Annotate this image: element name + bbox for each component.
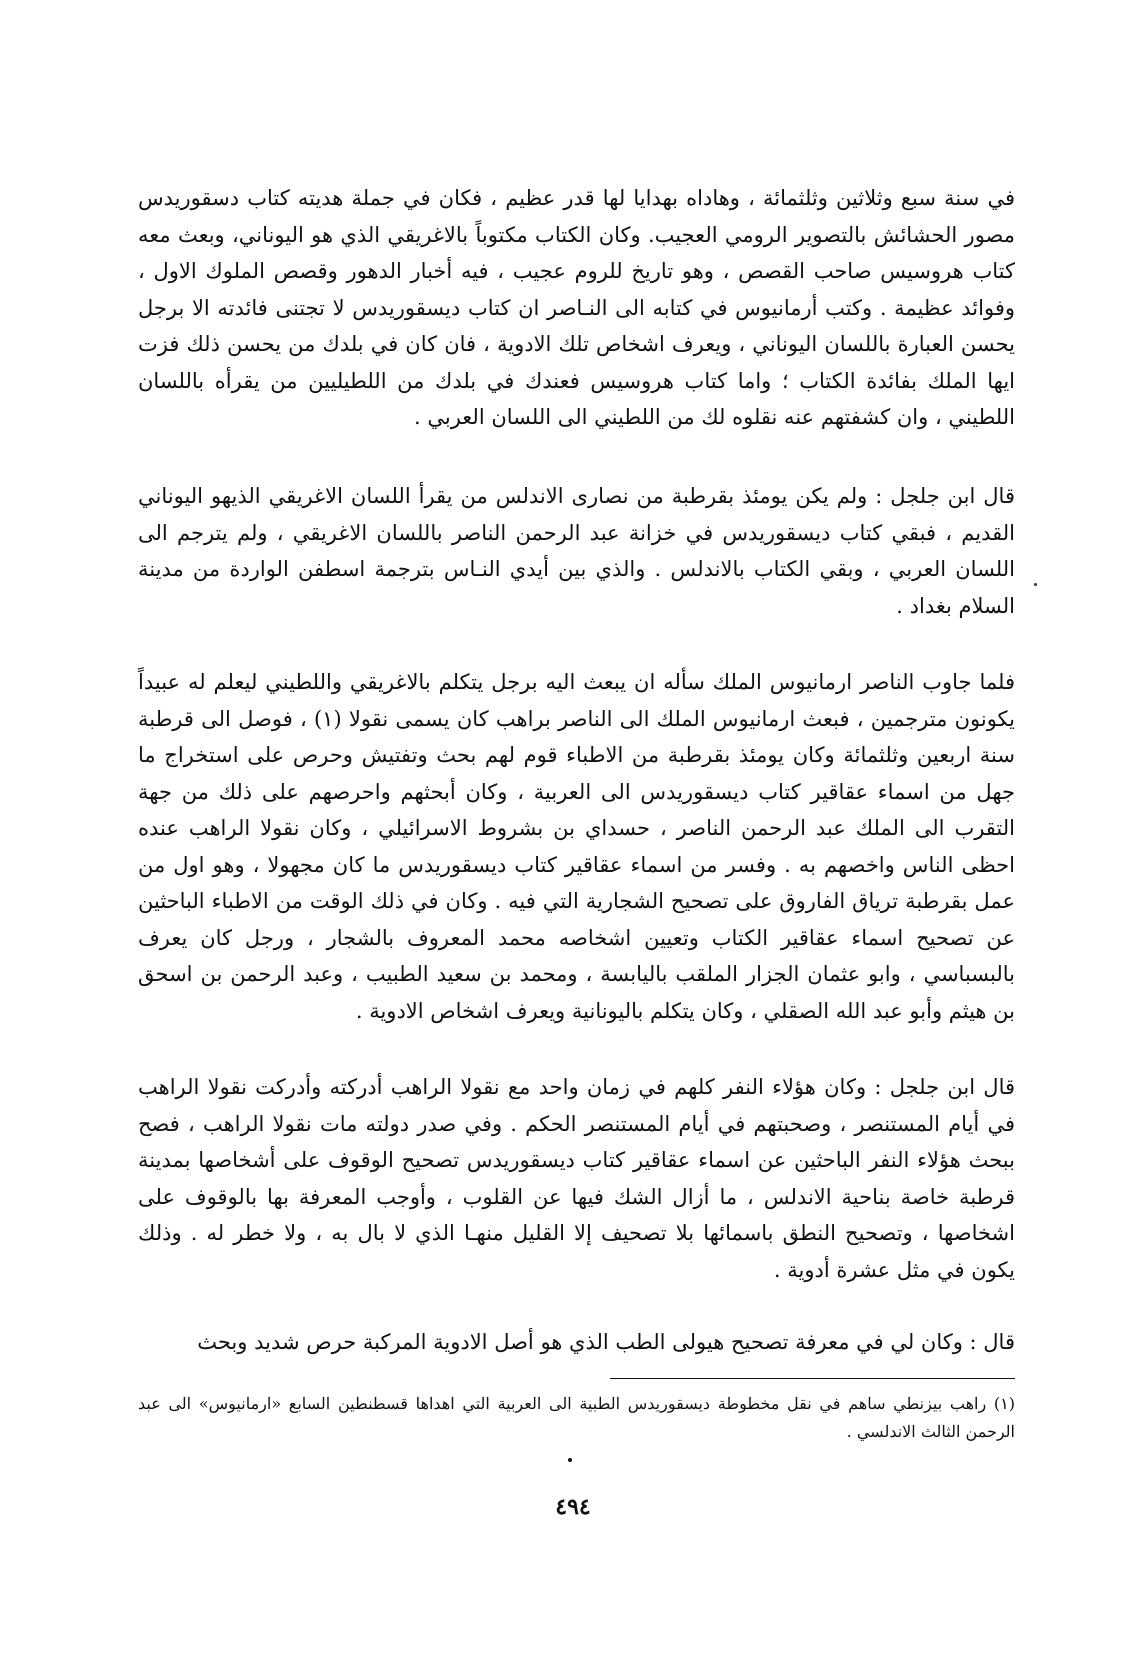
page-number: ٤٩٤ (555, 1494, 591, 1520)
paragraph-3: فلما جاوب الناصر ارمانيوس الملك سأله ان يبعث اليه برجل يتكلم بالاغريقي واللطيني ليعلم له عبيداً يكونون مترجمين ، فبعث ارمانيوس الملك الى الناصر براهب كان يسمى نقولا (١) ، فوصل الى قرطبة سنة اربعين وثلثمائة وكان يومئذ بقرطبة من الاطباء قوم لهم بحث وتفتيش وحرص على استخراج ما جهل من اسماء عقاقير كتاب ديسقوريدس الى العربية ، وكان أبحثهم واحرصهم على ذلك من جهة التقرب الى الملك عبد الرحمن الناصر ، حسداي بن بشروط الاسرائيلي ، وكان نقولا الراهب عنده احظى الناس واخصهم به . وفسر من اسماء عقاقير كتاب ديسقوريدس ما كان مجهولا ، وهو اول من عمل بقرطبة ترياق الفاروق على تصحيح الشجارية التي فيه . وكان في ذلك الوقت من الاطباء الباحثين عن تصحيح اسماء عقاقير الكتاب وتعيين اشخاصه محمد المعروف بالشجار ، ورجل كان يعرف بالبسباسي ، وابو عثمان الجزار الملقب باليابسة ، ومحمد بن سعيد الطبيب ، وعبد الرحمن بن اسحق بن هيثم وأبو عبد الله الصقلي ، وكان يتكلم باليونانية ويعرف اشخاص الادوية . (138, 670, 1016, 1023)
ink-dot (568, 1458, 572, 1462)
paragraph-5: قال : وكان لي في معرفة تصحيح هيولى الطب الذي هو أصل الادوية المركبة حرص شديد وبحث (197, 1330, 1015, 1354)
paragraph-4: قال ابن جلجل : وكان هؤلاء النفر كلهم في زمان واحد مع نقولا الراهب أدركته وأدركت نقولا الراهب في أيام المستنصر ، وصحبتهم في أيام المستنصر الحكم . وفي صدر دولته مات نقولا الراهب ، فصح ببحث هؤلاء النفر الباحثين عن اسماء عقاقير كتاب ديسقوريدس تصحيح الوقوف على أشخاصها بمدينة قرطبة خاصة بناحية الاندلس ، ما أزال الشك فيها عن القلوب ، وأوجب المعرفة بها بالوقوف على اشخاصها ، وتصحيح النطق باسمائها بلا تصحيف إلا القليل منهـا الذي لا بال به ، ولا خطر له . وذلك يكون في مثل عشرة أدوية . (138, 1075, 1015, 1282)
paragraph-2: قال ابن جلجل : ولم يكن يومئذ بقرطبة من نصارى الاندلس من يقرأ اللسان الاغريقي الذيهو اليوناني القديم ، فبقي كتاب ديسقوريدس في خزانة عبد الرحمن الناصر باللسان الاغريقي ، ولم يترجم الى اللسان العربي ، وبقي الكتاب بالاندلس . والذي بين أيدي النـاس بترجمة اسطفن الواردة من مدينة السلام بغداد . (138, 484, 1015, 618)
paragraph-1: في سنة سبع وثلاثين وثلثمائة ، وهاداه بهدايا لها قدر عظيم ، فكان في جملة هديته كتاب دسقوريدس مصور الحشائش بالتصوير الرومي العجيب. وكان الكتاب مكتوباً بالاغريقي الذي هو اليوناني، وبعث معه كتاب هروسيس صاحب القصص ، وهو تاريخ للروم عجيب ، فيه أخبار الدهور وقصص الملوك الاول ، وفوائد عظيمة . وكتب أرمانيوس في كتابه الى النـاصر ان كتاب ديسقوريدس لا تجتنى فائدته الا برجل يحسن العبارة باللسان اليوناني ، ويعرف اشخاص تلك الادوية ، فان كان في بلدك من يحسن ذلك فزت ايها الملك بفائدة الكتاب ؛ واما كتاب هروسيس فعندك في بلدك من اللطيليين من يقرأه باللسان اللطيني ، وان كشفتهم عنه نقلوه لك من اللطيني الى اللسان العربي . (138, 186, 1015, 429)
margin-mark (1034, 583, 1037, 586)
footnote-separator (610, 1378, 1015, 1379)
footnote-1: (١) راهب بيزنطي ساهم في نقل مخطوطة ديسقوريدس الطبية الى العربية التي اهداها قسطنطين السابع «ارمانيوس» الى عبد الرحمن الثالث الاندلسي . (138, 1394, 1015, 1441)
